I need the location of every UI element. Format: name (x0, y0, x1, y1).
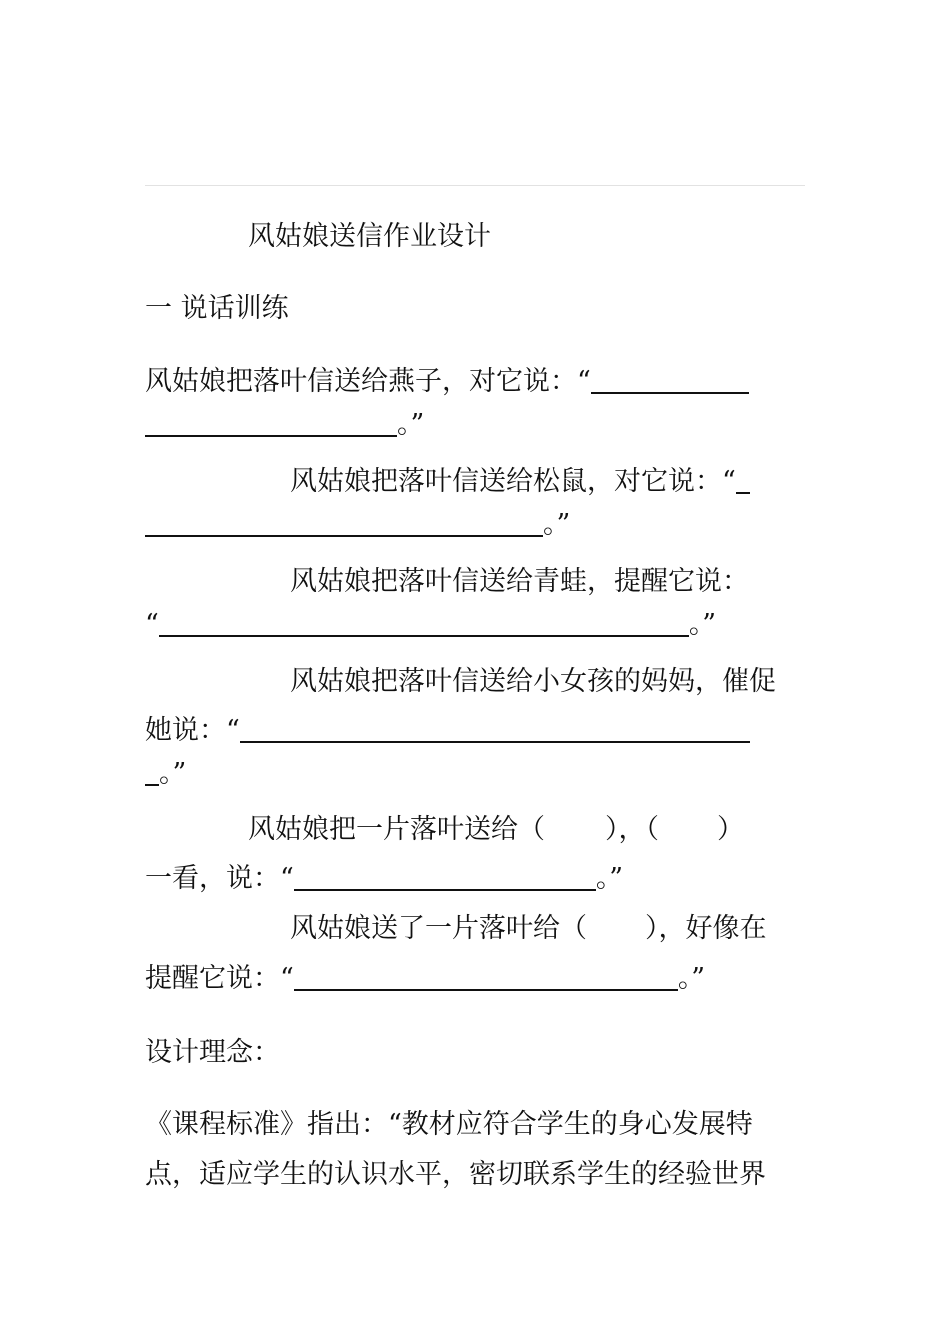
exercise-mother-line3 (145, 757, 186, 791)
exercise-swallow-line2 (145, 408, 424, 442)
answer-blank[interactable] (240, 715, 750, 743)
answer-blank[interactable] (145, 758, 159, 786)
exercise-squirrel-line1 (290, 465, 750, 499)
exercise-frog-line2 (145, 608, 716, 642)
answer-blank[interactable] (145, 509, 543, 537)
answer-blank[interactable] (294, 863, 596, 891)
exercise-frog-line1: 风姑娘把落叶信送给青蛙，提醒它说： (290, 566, 749, 597)
concept-paragraph-line1: 《课程标准》指出：“教材应符合学生的身心发展特 (145, 1109, 753, 1140)
exercise-text: 风姑娘把落叶信送给松鼠，对它说：“ (290, 466, 736, 497)
exercise-mother-line1: 风姑娘把落叶信送给小女孩的妈妈，催促 (290, 666, 776, 697)
exercise-end: 。” (159, 758, 187, 789)
answer-blank[interactable] (159, 609, 689, 637)
exercise-text: 提醒它说：“ (145, 963, 294, 994)
answer-blank[interactable] (145, 409, 397, 437)
exercise-leaf-line2 (145, 862, 623, 896)
exercise-end: 。” (543, 509, 571, 540)
section-heading: 一 说话训练 (145, 293, 289, 324)
exercise-text-a: 风姑娘送了一片落叶给（ (290, 913, 587, 944)
exercise-end: 。” (595, 863, 624, 894)
concept-paragraph-line2: 点，适应学生的认识水平，密切联系学生的经验世界 (145, 1159, 766, 1190)
exercise-text: 风姑娘把落叶信送给燕子，对它说：“ (145, 366, 591, 397)
exercise-leaf-line1 (248, 813, 744, 847)
answer-blank[interactable] (591, 366, 749, 394)
answer-blank[interactable] (294, 963, 678, 991)
exercise-text: 一看，说：“ (145, 863, 294, 894)
header-divider (145, 185, 805, 186)
exercise-text-b: ），（ (605, 814, 659, 845)
exercise-remind-line1 (290, 912, 767, 946)
exercise-end: 。” (677, 963, 706, 994)
exercise-end: 。” (688, 609, 717, 640)
page-title: 风姑娘送信作业设计 (248, 221, 491, 252)
exercise-text: 她说：“ (145, 715, 240, 746)
exercise-text-a: 风姑娘把一片落叶送给（ (248, 814, 545, 845)
concept-heading: 设计理念： (145, 1037, 280, 1068)
exercise-text-c: ） (717, 814, 744, 845)
quote-open: “ (145, 609, 159, 640)
exercise-text-b: ），好像在 (645, 913, 767, 944)
answer-blank[interactable] (736, 466, 750, 494)
exercise-squirrel-line2 (145, 508, 570, 542)
exercise-end: 。” (397, 409, 425, 440)
exercise-mother-line2 (145, 714, 750, 748)
exercise-swallow-line1 (145, 365, 749, 399)
exercise-remind-line2 (145, 962, 705, 996)
